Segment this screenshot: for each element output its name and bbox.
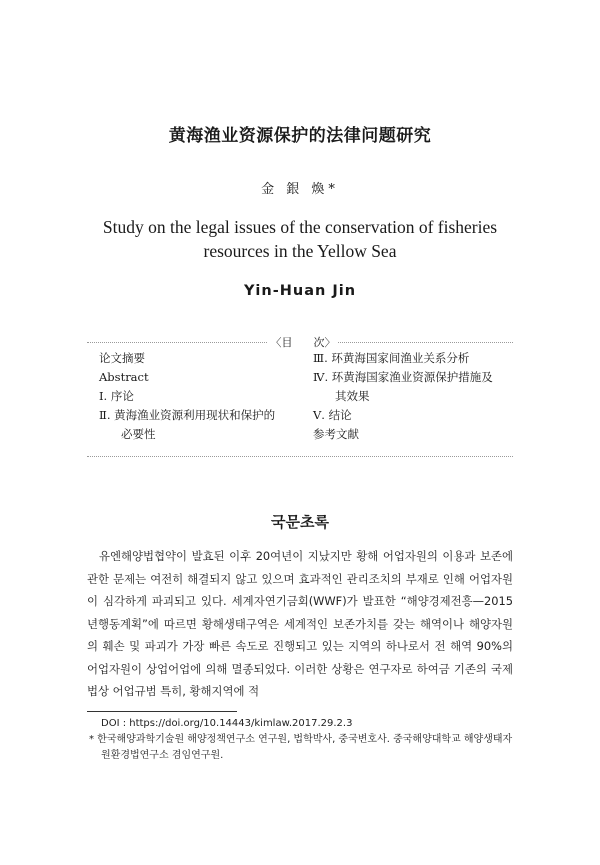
toc-left-column	[99, 349, 275, 444]
author-footnote: * 한국해양과학기술원 해양정책연구소 연구원, 법학박사, 중국변호사. 중국해양대학교 해양생태자원환경법연구소 겸임연구원.	[89, 734, 513, 761]
doi-footnote[interactable]: DOI : https://doi.org/10.14443/kimlaw.2017.29.2.3	[101, 718, 353, 729]
toc-item-continuation[interactable]: 必要性	[121, 427, 156, 441]
abstract-heading: 국문초록	[271, 513, 329, 531]
toc-item-continuation[interactable]: 其效果	[335, 389, 370, 403]
toc-item[interactable]: 参考文献	[313, 427, 359, 441]
toc-item[interactable]: Ⅰ. 序论	[99, 389, 134, 403]
toc-item[interactable]: Ⅳ. 环黄海国家渔业资源保护措施及	[313, 370, 493, 384]
toc-heading: 〈目 次〉	[270, 336, 336, 349]
author-name-english: Yin-Huan Jin	[243, 283, 357, 299]
paper-title: 黄海渔业资源保护的法律问题研究	[168, 126, 432, 146]
abstract-body: 유엔해양법협약이 발효된 이후 20여년이 지났지만 황해 어업자원의 이용과 보존에 관한 문제는 여전히 해결되지 않고 있으며 효과적인 관리조치의 부재로 인해 어업자원이 심각하게 파괴되고 있다. 세계자연기금회(WWF)가 발표한 “해양경제전흥—2015년행동계획”에 따르면 황해생태구역은 세계적인 보존가치를 갖는 해역이나 해양자원의 훼손 및 파괴가 가장 빠른 속도로 진행되고 있는 지역의 하나로서 전 해역 90%의 어업자원이 상업어업에 의해 멸종되었다. 이러한 상황은 연구자로 하여금 기존의 국제법상 어업규범 특히, 황해지역에 적	[87, 549, 513, 698]
author-name-cjk: 金 銀 煥*	[261, 182, 339, 197]
toc-right-column	[313, 349, 493, 444]
footnotes	[87, 716, 517, 764]
paper-title-english: Study on the legal issues of the conservation of fisheries resources in the Yellow Sea	[102, 217, 498, 261]
footnote-divider	[87, 711, 237, 712]
toc-item[interactable]: Abstract	[99, 370, 149, 384]
toc-item[interactable]: Ⅲ. 环黄海国家间渔业关系分析	[313, 351, 470, 365]
toc-item[interactable]: 论文摘要	[99, 351, 145, 365]
toc-item[interactable]: Ⅴ. 结论	[313, 408, 352, 422]
toc-item[interactable]: Ⅱ. 黄海渔业资源利用现状和保护的	[99, 408, 276, 422]
